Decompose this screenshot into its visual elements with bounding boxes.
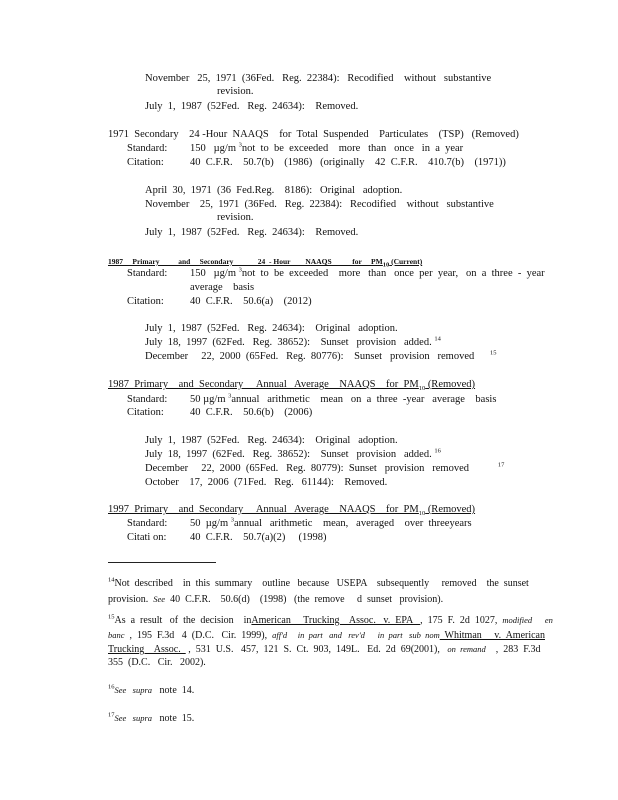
standard-text: 50 µg/m $^3$annual arithmetic mean on a three -year average basis — [190, 392, 497, 405]
case-link[interactable]: Trucking Assoc. — [108, 644, 186, 655]
standard-text: 50 µg/m $^3$annual arithmetic mean, averaged over threeyears — [190, 516, 472, 529]
footnote-15-cont: 355 (D.C. Cir. 2002). — [108, 657, 206, 668]
footnote-15-cont: Trucking Assoc. , 531 U.S. 457, 121 S. Ct. 903, 149L. Ed. 2d 69(2001), on remand , 283 F.3d — [108, 644, 541, 655]
history-entry-cont: revision. — [217, 86, 254, 97]
citation-text: 40 C.F.R. 50.6(b) (2006) — [190, 407, 313, 418]
citation-text: 40 C.F.R. 50.7(b) (1986) (originally 42 C.F.R. 410.7(b) (1971)) — [190, 157, 506, 168]
footnote-ref[interactable]: 16 — [434, 447, 441, 455]
citation-label: Citation: — [127, 407, 164, 418]
history-entry-cont: revision. — [217, 212, 254, 223]
footnote-divider — [108, 562, 216, 563]
section-heading: 1971 Secondary 24 -Hour NAAQS for Total Suspended Particulates (TSP) (Removed) — [108, 129, 519, 140]
footnote-15-cont: banc , 195 F.3d 4 (D.C. Cir. 1999), aff'd in part and rev'd in part sub nom Whitman v. American — [108, 630, 545, 641]
standard-label: Standard: — [127, 268, 168, 279]
standard-text-cont: average basis — [190, 282, 255, 293]
case-link[interactable]: Whitman v. American — [439, 630, 545, 641]
history-entry: April 30, 1971 (36 Fed.Reg. 8186): Original adoption. — [145, 185, 403, 196]
history-entry: December 22, 2000 (65Fed. Reg. 80776): Sunset provision removed $^{15}$ — [145, 349, 497, 362]
standard-label: Standard: — [127, 518, 168, 529]
citation-label: Citation: — [127, 157, 164, 168]
footnote-17: $^{17}$See supra note 15. — [108, 711, 195, 724]
history-entry: November 25, 1971 (36Fed. Reg. 22384): Recodified without substantive — [145, 73, 492, 84]
footnote-ref[interactable]: 15 — [490, 349, 497, 357]
section-heading: 1987 Primary and Secondary Annual Average NAAQS for $PM_{10}$ (Removed) — [108, 379, 476, 393]
footnote-ref[interactable]: 17 — [497, 461, 505, 469]
footnote-15: $^{15}$As a result of the decision inAmerican Trucking Assoc. v. EPA , 175 F. 2d 1027, modified en — [108, 613, 553, 626]
citation-label: Citation: — [127, 296, 164, 307]
history-entry: July 1, 1987 (52Fed. Reg. 24634): Original adoption. — [145, 323, 398, 334]
history-entry: July 1, 1987 (52Fed. Reg. 24634): Original adoption. — [145, 435, 398, 446]
history-entry: July 18, 1997 (62Fed. Reg. 38652): Sunset provision added. $^{16}$ — [145, 447, 441, 460]
history-entry: November 25, 1971 (36Fed. Reg. 22384): Recodified without substantive — [145, 199, 494, 210]
history-entry: July 1, 1987 (52Fed. Reg. 24634): Removed. — [145, 227, 359, 238]
history-entry: October 17, 2006 (71Fed. Reg. 61144): Removed. — [145, 477, 388, 488]
history-entry: December 22, 2000 (65Fed. Reg. 80779): Sunset provision removed $^{17}$ — [145, 461, 505, 474]
standard-label: Standard: — [127, 143, 168, 154]
footnote-16: $^{16}$See supra note 14. — [108, 683, 195, 696]
citation-label: Citati on: — [127, 532, 167, 543]
case-link[interactable]: American Trucking Assoc. v. EPA — [251, 615, 421, 626]
standard-label: Standard: — [127, 394, 168, 405]
citation-text: 40 C.F.R. 50.7(a)(2) (1998) — [190, 532, 327, 543]
footnote-14-cont: provision. See 40 C.F.R. 50.6(d) (1998) (the remove d sunset provision). — [108, 594, 444, 605]
standard-text: 150 µg/m $^3$not to be exceeded more than once in a year — [190, 141, 464, 154]
footnote-ref[interactable]: 14 — [434, 335, 441, 343]
standard-text: 150 µg/m $^3$not to be exceeded more than once per year, on a three - year — [190, 266, 545, 279]
section-heading: 1987 Primary and Secondary 24 - Hour NAAQS for $PM_{10}$ (Current) — [108, 257, 423, 269]
section-heading: 1997 Primary and Secondary Annual Average NAAQS for $PM_{10}$ (Removed) — [108, 504, 476, 518]
citation-text: 40 C.F.R. 50.6(a) (2012) — [190, 296, 312, 307]
footnote-14: $^{14}$Not described in this summary outline because USEPA subsequently removed the sunset — [108, 576, 529, 589]
history-entry: July 1, 1987 (52Fed. Reg. 24634): Removed. — [145, 101, 359, 112]
history-entry: July 18, 1997 (62Fed. Reg. 38652): Sunset provision added. $^{14}$ — [145, 335, 441, 348]
